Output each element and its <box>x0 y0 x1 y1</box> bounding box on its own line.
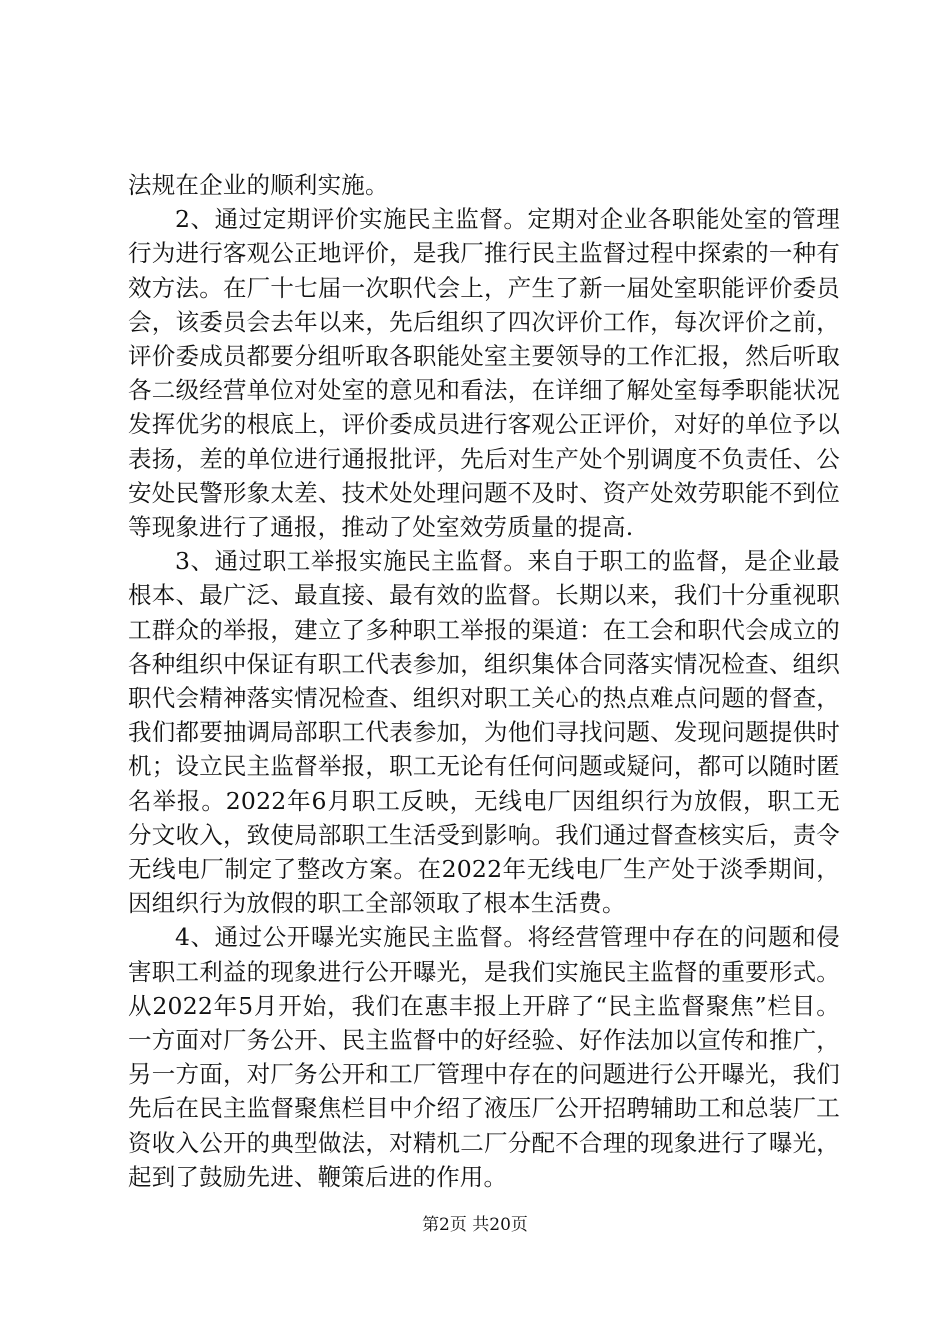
paragraph-employee-reporting: 3、通过职工举报实施民主监督。来自于职工的监督，是企业最根本、最广泛、最直接、最有效的监督。长期以来，我们十分重视职工群众的举报，建立了多种职工举报的渠道：在工会和职代会成立的各种组织中保证有职工代表参加，组织集体合同落实情况检查、组织职代会精神落实情况检查、组织对职工关心的热点难点问题的督查，我们都要抽调局部职工代表参加，为他们寻找问题、发现问题提供时机；设立民主监督举报，职工无论有任何问题或疑问，都可以随时匿名举报。2022年6月职工反映，无线电厂因组织行为放假，职工无分文收入，致使局部职工生活受到影响。我们通过督查核实后，责令无线电厂制定了整改方案。在2022年无线电厂生产处于淡季期间，因组织行为放假的职工全部领取了根本生活费。 <box>128 547 840 918</box>
paragraph-periodic-evaluation: 2、通过定期评价实施民主监督。定期对企业各职能处室的管理行为进行客观公正地评价，是我厂推行民主监督过程中探索的一种有效方法。在厂十七届一次职代会上，产生了新一届处室职能评价委员会，该委员会去年以来，先后组织了四次评价工作，每次评价之前，评价委成员都要分组听取各职能处室主要领导的工作汇报，然后听取各二级经营单位对处室的意见和看法，在详细了解处室每季职能状况发挥优劣的根底上，评价委成员进行客观公正评价，对好的单位予以表扬，差的单位进行通报批评，先后对生产处个别调度不负责任、公安处民警形象太差、技术处处理问题不及时、资产处效劳职能不到位等现象进行了通报，推动了处室效劳质量的提高. <box>128 205 840 542</box>
paragraph-public-exposure: 4、通过公开曝光实施民主监督。将经营管理中存在的问题和侵害职工利益的现象进行公开曝光，是我们实施民主监督的重要形式。从2022年5月开始，我们在惠丰报上开辟了“民主监督聚焦”栏目。一方面对厂务公开、民主监督中的好经验、好作法加以宣传和推广，另一方面，对厂务公开和工厂管理中存在的问题进行公开曝光，我们先后在民主监督聚焦栏目中介绍了液压厂公开招聘辅助工和总装厂工资收入公开的典型做法，对精机二厂分配不合理的现象进行了曝光，起到了鼓励先进、鞭策后进的作用。 <box>128 923 840 1191</box>
body-text <box>128 168 840 1194</box>
paragraph-continuation: 法规在企业的顺利实施。 <box>128 171 389 199</box>
page-number-footer: 第2页 共20页 <box>422 1215 528 1235</box>
